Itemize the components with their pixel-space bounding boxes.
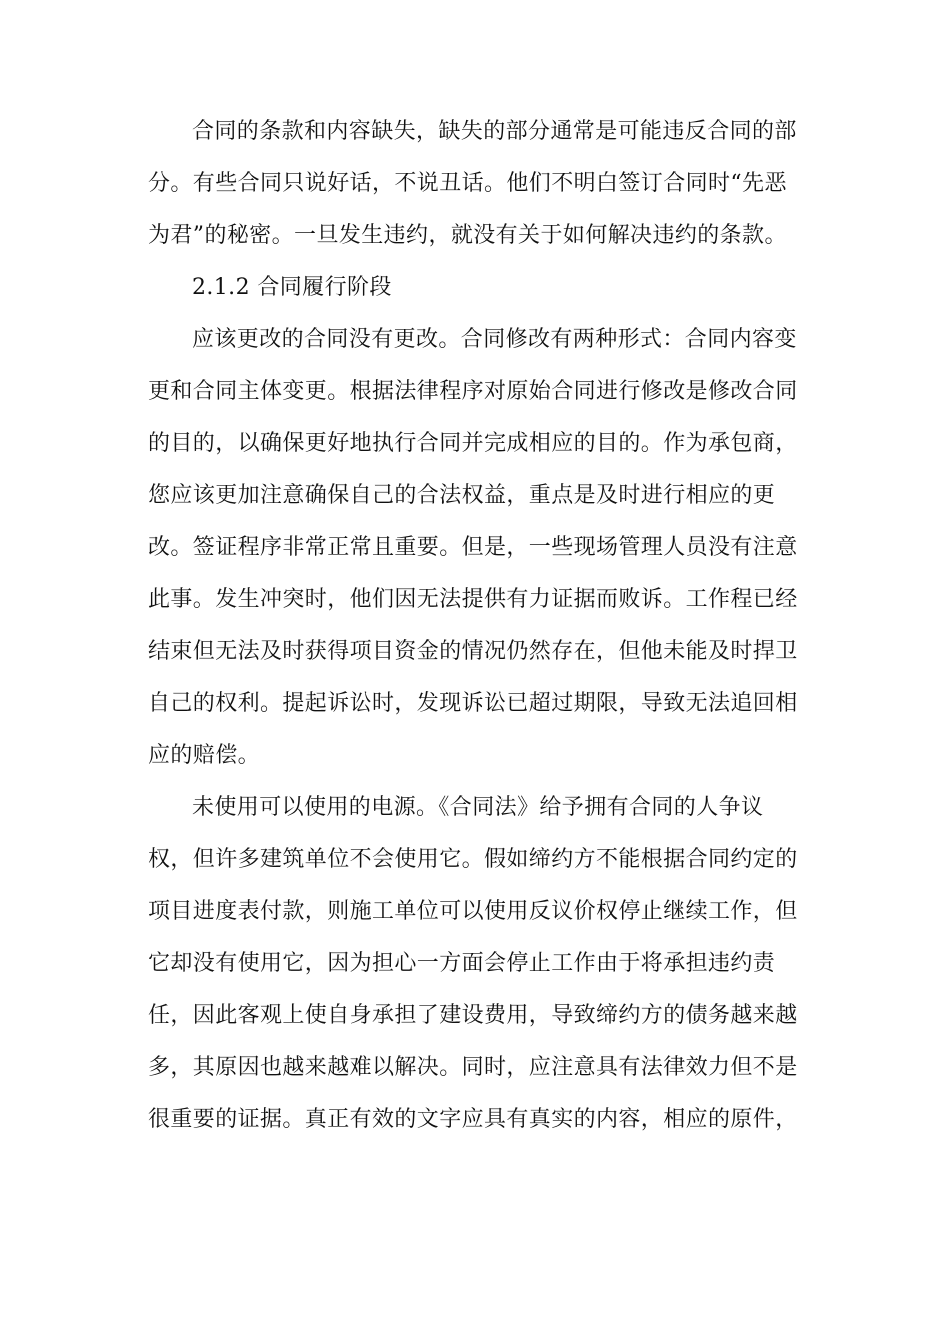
paragraph-2-line-5: 改。签证程序非常正常且重要。但是，一些现场管理人员没有注意 (148, 535, 798, 560)
section-heading: 2.1.2 合同履行阶段 (192, 275, 392, 300)
paragraph-3-line-6: 多，其原因也越来越难以解决。同时，应注意具有法律效力但不是 (148, 1055, 798, 1080)
paragraph-3-line-1: 未使用可以使用的电源。《合同法》给予拥有合同的人争议 (192, 795, 764, 820)
paragraph-1-line-2: 分。有些合同只说好话，不说丑话。他们不明白签订合同时“先恶 (148, 171, 787, 196)
paragraph-2-line-1: 应该更改的合同没有更改。合同修改有两种形式：合同内容变 (192, 327, 797, 352)
paragraph-2-line-3: 的目的，以确保更好地执行合同并完成相应的目的。作为承包商， (148, 431, 798, 456)
paragraph-1-line-1: 合同的条款和内容缺失，缺失的部分通常是可能违反合同的部 (192, 119, 797, 144)
paragraph-3-line-5: 任，因此客观上使自身承担了建设费用，导致缔约方的债务越来越 (148, 1003, 798, 1028)
paragraph-2-line-7: 结束但无法及时获得项目资金的情况仍然存在，但他未能及时捍卫 (148, 639, 798, 664)
paragraph-2-line-6: 此事。发生冲突时，他们因无法提供有力证据而败诉。工作程已经 (148, 587, 798, 612)
paragraph-2-line-8: 自己的权利。提起诉讼时，发现诉讼已超过期限，导致无法追回相 (148, 691, 798, 716)
paragraph-2-line-4: 您应该更加注意确保自己的合法权益，重点是及时进行相应的更 (148, 483, 776, 508)
paragraph-2-line-9: 应的赔偿。 (148, 743, 261, 768)
paragraph-3-line-4: 它却没有使用它，因为担心一方面会停止工作由于将承担违约责 (148, 951, 776, 976)
paragraph-3-line-2: 权，但许多建筑单位不会使用它。假如缔约方不能根据合同约定的 (148, 847, 798, 872)
paragraph-3-line-3: 项目进度表付款，则施工单位可以使用反议价权停止继续工作，但 (148, 899, 798, 924)
paragraph-3-line-7: 很重要的证据。真正有效的文字应具有真实的内容，相应的原件， (148, 1107, 798, 1132)
paragraph-2-line-2: 更和合同主体变更。根据法律程序对原始合同进行修改是修改合同 (148, 379, 798, 404)
paragraph-1-line-3: 为君”的秘密。一旦发生违约，就没有关于如何解决违约的条款。 (148, 223, 787, 248)
